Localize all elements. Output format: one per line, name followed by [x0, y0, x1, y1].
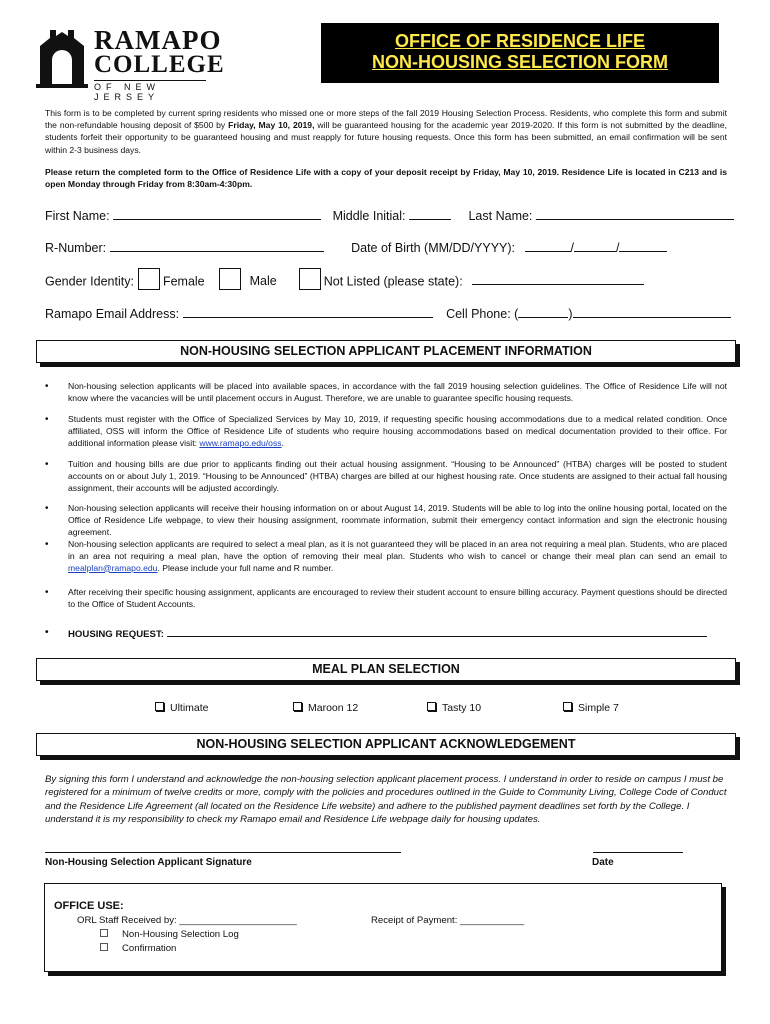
placement-bullet-3	[45, 459, 727, 494]
bullet-text-a: Non-housing selection applicants are required to select a meal plan, as it is not guaranteed they will be placed in an area not requiring a meal plan. Students, who are placed in an area not requiring a meal plan, have the option of removing their meal plan. Students who wish to cancel or change their meal plan can send an email to	[68, 539, 727, 561]
area-code-field[interactable]	[518, 304, 568, 318]
logo-wordmark-college: COLLEGE	[94, 51, 225, 78]
email-label: Ramapo Email Address:	[45, 307, 180, 321]
meal-option-ultimate[interactable]	[155, 702, 209, 714]
date-label: Date	[592, 857, 614, 868]
checkbox-icon[interactable]	[563, 702, 572, 711]
signature-label: Non-Housing Selection Applicant Signature	[45, 857, 252, 868]
checkbox-icon[interactable]	[427, 702, 436, 711]
intro-deadline: Friday, May 10, 2019,	[228, 120, 315, 131]
housing-request-row	[45, 627, 727, 641]
not-listed-checkbox[interactable]	[299, 268, 321, 290]
contact-row	[45, 304, 731, 321]
bullet-text	[68, 539, 727, 574]
dob-label: Date of Birth (MM/DD/YYYY):	[351, 241, 516, 255]
middle-initial-field[interactable]	[409, 206, 451, 220]
not-listed-field[interactable]	[472, 271, 644, 285]
checkbox-icon[interactable]	[155, 702, 164, 711]
bullet-dot: •	[45, 459, 49, 470]
ramapo-college-logo	[36, 24, 225, 102]
placement-bullet-4	[45, 503, 727, 538]
email-field[interactable]	[183, 304, 433, 318]
placement-bullet-1	[45, 381, 727, 405]
form-title-box	[321, 23, 719, 83]
checkbox-icon[interactable]	[100, 929, 108, 937]
meal-option-simple-7[interactable]	[563, 702, 619, 714]
last-name-field[interactable]	[536, 206, 734, 220]
dob-day-field[interactable]	[574, 238, 616, 252]
intro-paragraph	[45, 107, 727, 156]
meal-option-tasty-10[interactable]	[427, 702, 481, 714]
middle-initial-label: Middle Initial:	[332, 209, 406, 223]
name-row	[45, 206, 734, 223]
bullet-text: After receiving their specific housing assignment, applicants are encouraged to review their student account to ensure billing accuracy. Payment questions should be directed to the Office of Student Accounts.	[68, 587, 727, 609]
arch-logo-icon	[36, 26, 88, 88]
bullet-dot: •	[45, 414, 49, 425]
logo-wordmark-ramapo: RAMAPO	[94, 25, 222, 55]
selection-log-label: Non-Housing Selection Log	[122, 929, 239, 940]
male-checkbox[interactable]	[219, 268, 241, 290]
placement-section-header: NON-HOUSING SELECTION APPLICANT PLACEMENT INFORMATION	[36, 340, 736, 363]
female-checkbox[interactable]	[138, 268, 160, 290]
oss-link[interactable]: www.ramapo.edu/oss	[199, 437, 282, 448]
mealplan-email-link[interactable]: mealplan@ramapo.edu	[68, 562, 158, 573]
office-use-title: OFFICE USE:	[54, 900, 124, 912]
staff-received-by[interactable]: ORL Staff Received by: ______________________	[77, 915, 297, 926]
bullet-text	[68, 414, 727, 449]
office-use-box	[44, 883, 722, 972]
bullet-dot: •	[45, 539, 49, 550]
meal-option-label: Maroon 12	[308, 702, 359, 714]
confirmation-label: Confirmation	[122, 943, 177, 954]
meal-option-label: Simple 7	[578, 702, 619, 714]
last-name-label: Last Name:	[468, 209, 533, 223]
checkbox-icon[interactable]	[100, 943, 108, 951]
logo-wordmark-nj: OF NEW JERSEY	[94, 80, 206, 102]
bullet-text-b: . Please include your full name and R number.	[157, 562, 334, 573]
form-title: NON-HOUSING SELECTION FORM	[372, 52, 668, 72]
first-name-field[interactable]	[113, 206, 321, 220]
housing-request-label: HOUSING REQUEST:	[68, 629, 164, 640]
intro-text-b: will be guaranteed housing for the academic year 2019-2020. If this form is not submitted by the deadline, students forfeit their opportunity to be guaranteed housing and must reapply for future housing requests. Once this form has been submitted, an email confirmation will be sent within 2-3 business days.	[45, 120, 728, 155]
return-instructions: Please return the completed form to the Office of Residence Life with a copy of your deposit receipt by Friday, May 10, 2019. Residence Life is located in C213 and is open Monday through Friday from 8:30am-4:30pm.	[45, 167, 727, 190]
acknowledgement-section-header: NON-HOUSING SELECTION APPLICANT ACKNOWLEDGEMENT	[36, 733, 736, 756]
bullet-text-b: .	[281, 437, 284, 448]
bullet-text: Tuition and housing bills are due prior to applicants finding out their actual housing assignment. “Housing to be Announced” (HTBA) charges will be posted to student accounts on or about July 1, 2019. “Housing to be Announced” (HTBA) charges are billed at our highest housing rate. Once students are assigned to their actual fall housing assignment, their accounts will be adjusted accordingly.	[68, 459, 727, 493]
male-label: Male	[249, 274, 277, 289]
first-name-label: First Name:	[45, 209, 110, 223]
bullet-text: Non-housing selection applicants will receive their housing information on or about August 14, 2019. Students will be able to log into the online housing portal, located on the Office of Residence Life webpage, to view their housing assignment, roommate information, submit their emergency contact information and sign the electronic housing agreement.	[68, 503, 727, 537]
female-label: Female	[162, 274, 205, 289]
rnumber-row: R-Number: Date of Birth (MM/DD/YYYY): / /	[45, 238, 667, 255]
bullet-dot: •	[45, 627, 49, 638]
signature-line[interactable]	[45, 852, 401, 853]
r-number-field[interactable]	[110, 238, 324, 252]
meal-option-maroon-12[interactable]	[293, 702, 358, 714]
checkbox-icon[interactable]	[293, 702, 302, 711]
meal-option-label: Ultimate	[170, 702, 209, 714]
housing-request-field[interactable]	[167, 627, 707, 637]
date-line[interactable]	[593, 852, 683, 853]
placement-bullet-6	[45, 587, 727, 611]
gender-label: Gender Identity:	[45, 274, 134, 289]
meal-plan-section-header: MEAL PLAN SELECTION	[36, 658, 736, 681]
intro-text-a: This form is to be completed by current spring residents who missed one or more steps of the fall 2019 Housing Selection Process. Residents, who complete this form and submit the non-refundable housing deposit of $500 by	[45, 108, 727, 131]
office-title: OFFICE OF RESIDENCE LIFE	[394, 31, 645, 51]
bullet-text-a: Students must register with the Office of Specialized Services by May 10, 2019, if requesting specific housing accommodations due to a medical related condition. Once affiliated, OSS will inform the Office of Residence Life of students who require housing accommodations based on medical documentation provided to their office. For additional information please visit:	[68, 414, 727, 448]
dob-year-field[interactable]	[619, 238, 667, 252]
bullet-dot: •	[45, 503, 49, 514]
selection-log-item	[100, 929, 239, 940]
receipt-of-payment[interactable]: Receipt of Payment: ____________	[371, 915, 525, 926]
bullet-text: Non-housing selection applicants will be placed into available spaces, in accordance with the fall 2019 housing selection guidelines. The Office of Residence Life will not know where the vacancies will be until placement occurs in August. Therefore, we are unable to guarantee specific housing requests.	[68, 381, 727, 403]
bullet-dot: •	[45, 381, 49, 392]
cell-phone-label: Cell Phone: (	[446, 307, 519, 321]
r-number-label: R-Number:	[45, 241, 107, 255]
cell-phone-field[interactable]	[573, 304, 731, 318]
cell-phone-paren: )	[568, 307, 573, 321]
bullet-dot: •	[45, 587, 49, 598]
meal-option-label: Tasty 10	[442, 702, 482, 714]
not-listed-label: Not Listed (please state):	[323, 274, 463, 289]
placement-bullet-2	[45, 414, 727, 449]
dob-month-field[interactable]	[525, 238, 571, 252]
acknowledgement-text: By signing this form I understand and acknowledge the non-housing selection applicant placement process. I understand in order to reside on campus I must be registered for a minimum of twelve credits or more, comply with the policies and procedures outlined in the Guide to Community Living, College Code of Conduct and the Residence Life Agreement (all located on the Residence Life website) and adhere to the published payment deadlines set forth by the College. I understand it is my responsibility to check my Ramapo email and Residence Life webpage daily for housing updates.	[45, 774, 727, 826]
gender-row	[45, 271, 644, 293]
confirmation-item	[100, 943, 176, 954]
placement-bullet-5	[45, 539, 727, 574]
